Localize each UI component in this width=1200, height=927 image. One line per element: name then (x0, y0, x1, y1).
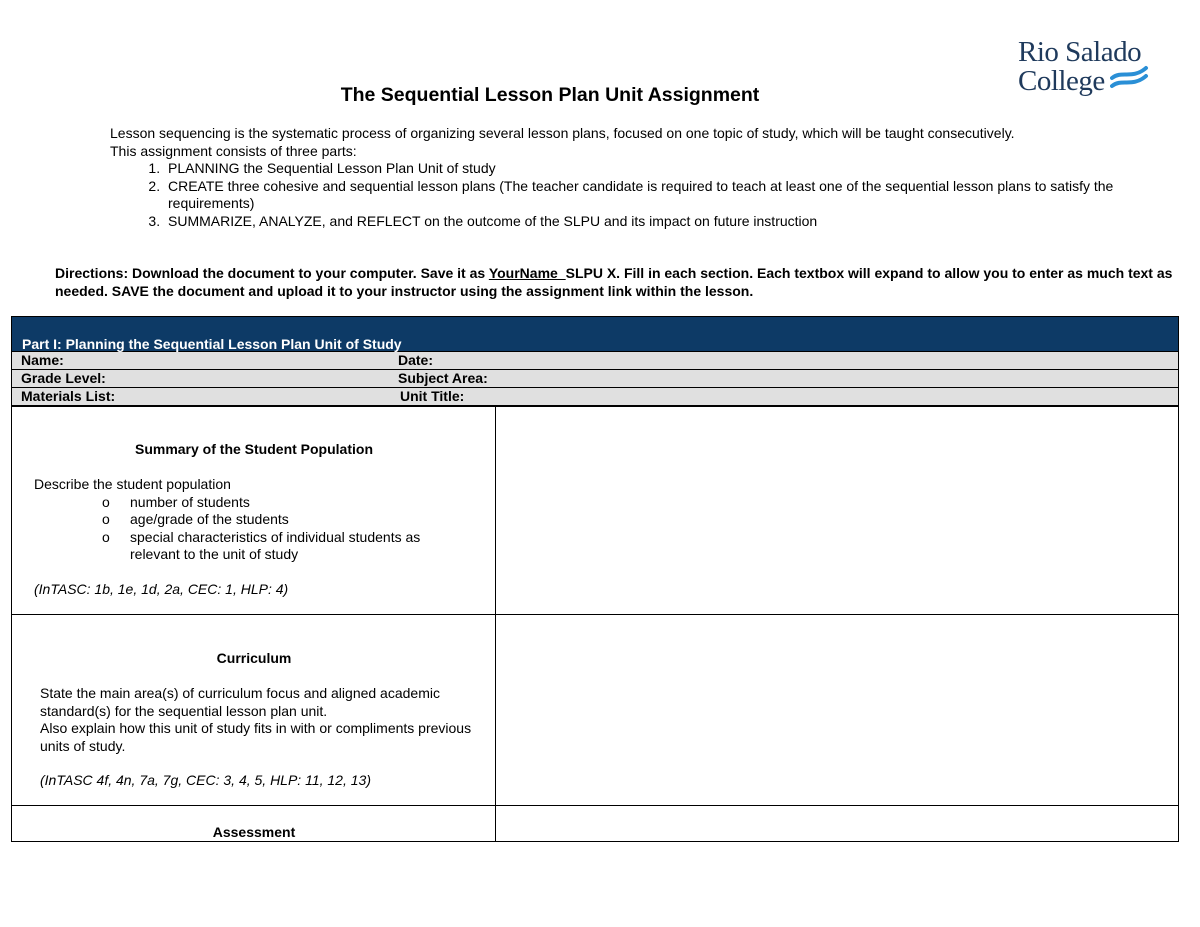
list-item: 3. SUMMARIZE, ANALYZE, and REFLECT on the outcome of the SLPU and its impact on future instruction (164, 213, 1130, 231)
curriculum-body (40, 685, 480, 790)
materials-unit-row (11, 388, 1179, 406)
curriculum-text-1: State the main area(s) of curriculum focus and aligned academic standard(s) for the sequential lesson plan unit. (40, 685, 440, 719)
name-label: Name: (21, 352, 64, 368)
bullet-marker: o (102, 493, 110, 510)
subject-label: Subject Area: (398, 370, 488, 386)
curriculum-heading: Curriculum (216, 650, 292, 666)
list-item (34, 511, 474, 529)
intro-line-1: Lesson sequencing is the systematic process of organizing several lesson plans, focused on one topic of study, which will be taught consecutively. (110, 125, 1015, 141)
curriculum-textbox[interactable] (496, 615, 1178, 805)
assessment-prompt (12, 806, 496, 841)
curriculum-section (11, 615, 1179, 806)
directions-filename: YourName_ (488, 265, 566, 281)
assessment-textbox[interactable] (496, 806, 1178, 841)
bullet-text: special characteristics of individual students as relevant to the unit of study (130, 528, 421, 562)
list-item: 1. PLANNING the Sequential Lesson Plan Unit of study (164, 160, 1130, 178)
grade-subject-row (11, 370, 1179, 388)
date-label: Date: (398, 352, 434, 368)
summary-body (34, 476, 474, 598)
bullet-text: number of students (130, 493, 250, 510)
planning-form (11, 316, 1179, 842)
curriculum-prompt (12, 615, 496, 805)
summary-standards: (InTASC: 1b, 1e, 1d, 2a, CEC: 1, HLP: 4) (34, 580, 289, 597)
name-date-row (11, 352, 1179, 370)
list-item (34, 529, 474, 564)
logo-line-2: College (1018, 65, 1105, 97)
curriculum-standards: (InTASC 4f, 4n, 7a, 7g, CEC: 3, 4, 5, HLP: 11, 12, 13) (40, 772, 371, 788)
assessment-section (11, 806, 1179, 842)
summary-intro: Describe the student population (34, 476, 231, 492)
parts-list (110, 160, 1130, 230)
materials-label: Materials List: (21, 388, 116, 404)
directions (55, 264, 1180, 300)
part-header: Part I: Planning the Sequential Lesson Plan Unit of Study (11, 316, 1179, 352)
logo-line-1: Rio Salado (1018, 36, 1142, 68)
summary-section (11, 406, 1179, 615)
intro-line-2: This assignment consists of three parts: (110, 142, 357, 159)
directions-pre: Directions: Download the document to your computer. Save it as (55, 265, 489, 281)
bullet-marker: o (102, 528, 110, 545)
summary-prompt (12, 407, 496, 614)
intro-section (110, 125, 1130, 230)
summary-textbox[interactable] (496, 407, 1178, 614)
assessment-heading: Assessment (212, 824, 296, 840)
list-item (34, 494, 474, 512)
directions-post: SLPU X. Fill in each section. Each textbox will expand to allow you to enter as much text as needed. SAVE the document and upload it to your instructor using the assignment link within the lesson. (55, 265, 1173, 299)
page-title: The Sequential Lesson Plan Unit Assignment (340, 84, 760, 106)
unit-title-label: Unit Title: (400, 388, 465, 404)
bullet-text: age/grade of the students (130, 511, 289, 527)
bullet-marker: o (102, 511, 110, 527)
list-item: 2. CREATE three cohesive and sequential lesson plans (The teacher candidate is required to teach at least one of the sequential lesson plans to satisfy the requirements) (164, 178, 1130, 213)
summary-heading: Summary of the Student Population (134, 441, 373, 457)
wave-icon (1110, 64, 1150, 92)
grade-label: Grade Level: (21, 370, 106, 386)
curriculum-text-2: Also explain how this unit of study fits in with or compliments previous units of study. (40, 720, 472, 754)
